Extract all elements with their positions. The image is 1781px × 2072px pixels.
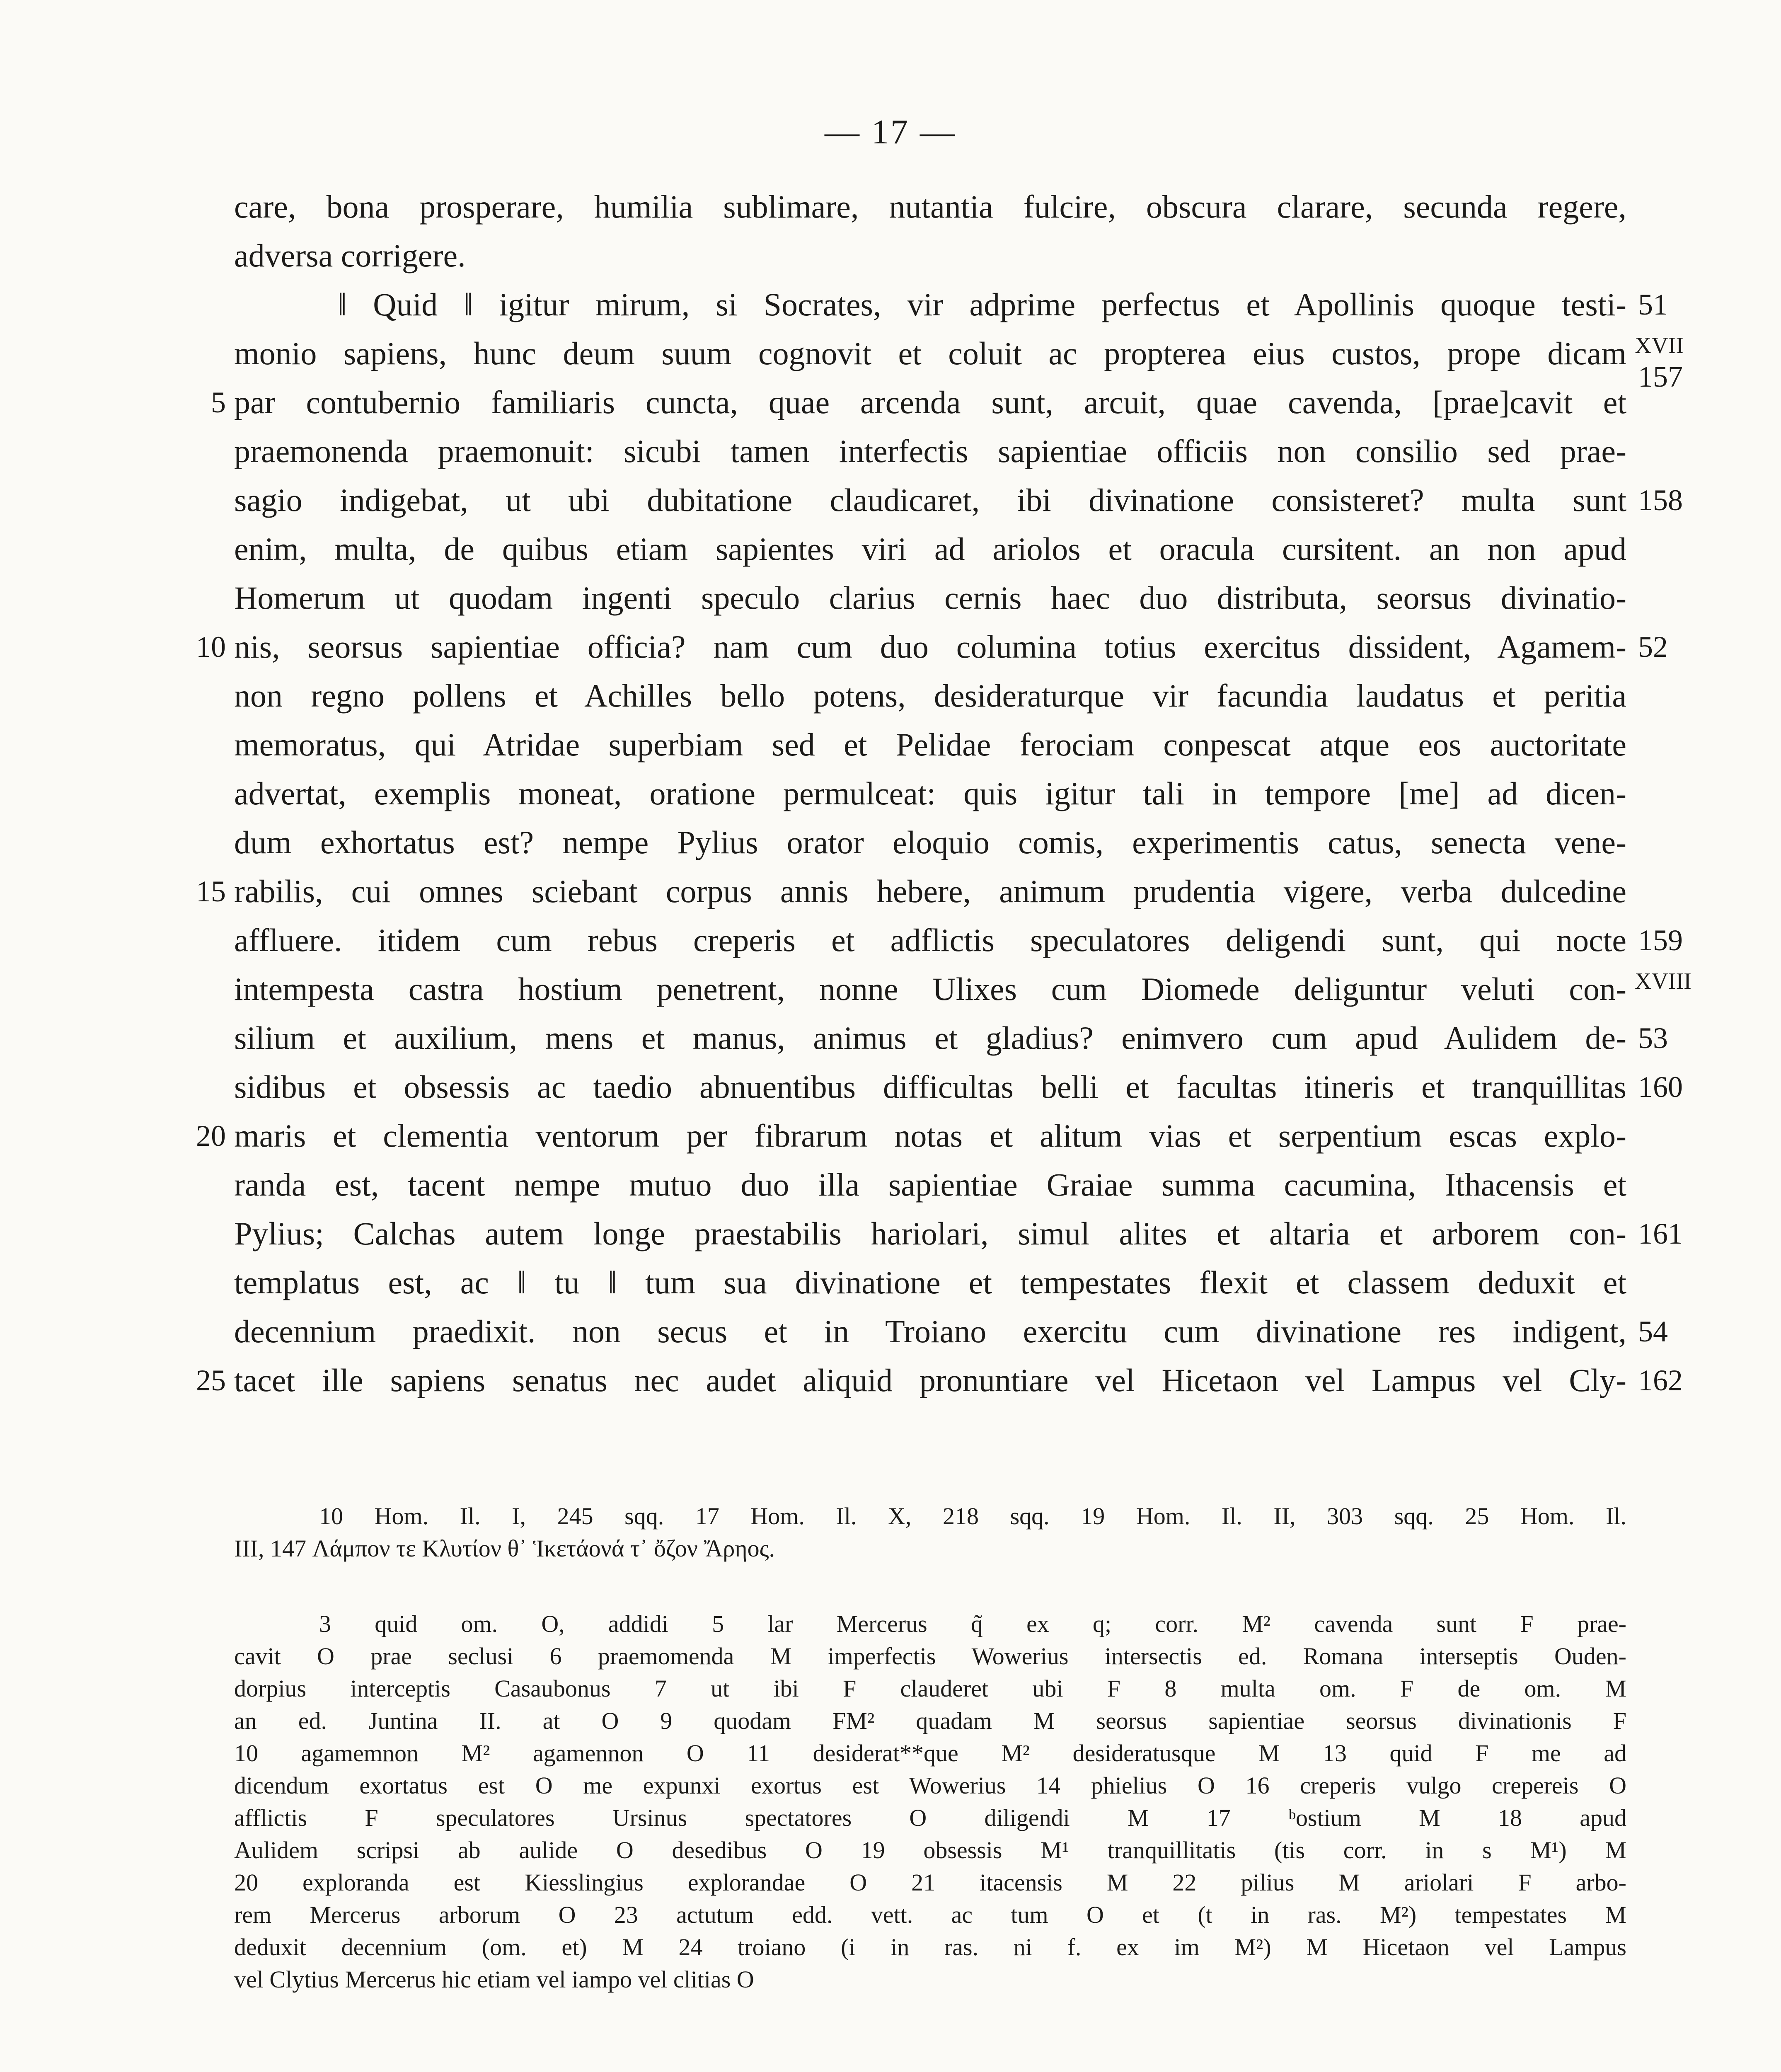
- margin-reference: 160: [1638, 1070, 1683, 1104]
- line-text: tacet ille sapiens senatus nec audet aliquid pronuntiare vel Hicetaon vel Lampus vel Cly-: [234, 1362, 1626, 1398]
- text-line: [234, 1063, 1683, 1111]
- note-line: rem Mercerus arborum O 23 actutum edd. vett. ac tum O et (t in ras. M²) tempestates M: [234, 1901, 1626, 1928]
- text-line: [211, 378, 1626, 427]
- note-line: deduxit decennium (om. et) M 24 troiano (i in ras. ni f. ex im M²) M Hicetaon vel Lampus: [234, 1934, 1626, 1961]
- margin-reference: 51: [1638, 288, 1668, 321]
- line-text: randa est, tacent nempe mutuo duo illa sapientiae Graiae summa cacumina, Ithacensis et: [234, 1167, 1626, 1203]
- text-line: [234, 525, 1626, 574]
- text-line: [234, 965, 1691, 1014]
- line-text: dum exhortatus est? nempe Pylius orator eloquio comis, experimentis catus, senecta vene-: [234, 824, 1626, 860]
- text-line: [234, 916, 1683, 965]
- margin-reference: 158: [1638, 484, 1683, 517]
- text-line: [196, 622, 1668, 671]
- line-text: care, bona prosperare, humilia sublimare, nutantia fulcire, obscura clarare, secunda regere,: [234, 189, 1626, 225]
- margin-reference: 53: [1638, 1021, 1668, 1055]
- text-line: [196, 1356, 1683, 1405]
- note-line: cavit O prae seclusi 6 praemomenda M imperfectis Wowerius intersectis ed. Romana interseptis Ouden-: [234, 1643, 1626, 1670]
- text-line: [234, 574, 1626, 622]
- line-text: Homerum ut quodam ingenti speculo clarius cernis haec duo distributa, seorsus divinatio-: [234, 580, 1626, 616]
- text-line: [234, 182, 1626, 231]
- line-text: memoratus, qui Atridae superbiam sed et Pelidae ferociam conpescat atque eos auctoritate: [234, 726, 1626, 762]
- line-text: sagio indigebat, ut ubi dubitatione claudicaret, ibi divinatione consisteret? multa sunt: [234, 482, 1626, 518]
- note-line: 20 exploranda est Kiesslingius explorandae O 21 itacensis M 22 pilius M ariolari F arbo-: [234, 1869, 1626, 1896]
- text-line: [196, 1111, 1626, 1160]
- note-line: 10 Hom. Il. I, 245 sqq. 17 Hom. Il. X, 218 sqq. 19 Hom. Il. II, 303 sqq. 25 Hom. Il.: [319, 1503, 1626, 1530]
- line-number: 5: [211, 386, 226, 419]
- note-line: Aulidem scripsi ab aulide O desedibus O 19 obsessis M¹ tranquillitatis (tis corr. in s M¹) M: [234, 1837, 1626, 1864]
- line-text: templatus est, ac ‖ tu ‖ tum sua divinatione et tempestates flexit et classem deduxit et: [234, 1264, 1626, 1300]
- note-line: 10 agamemnon M² agamennon O 11 desiderat**que M² desideratusque M 13 quid F me ad: [234, 1740, 1626, 1767]
- note-line: III, 147 Λάμπον τε Κλυτίον θ᾽ Ἱκετάονά τ᾽ ὄζον Ἄρηος.: [234, 1535, 775, 1562]
- note-line: 3 quid om. O, addidi 5 lar Mercerus q̃ ex q; corr. M² cavenda sunt F prae-: [319, 1610, 1626, 1637]
- note-line: an ed. Juntina II. at O 9 quodam FM² quadam M seorsus sapientiae seorsus divinationis F: [234, 1707, 1626, 1734]
- note-line: vel Clytius Mercerus hic etiam vel iampo vel clitias O: [234, 1966, 754, 1993]
- text-line: [234, 1209, 1683, 1258]
- testimonia-notes: [234, 1500, 1626, 1565]
- line-text: sidibus et obsessis ac taedio abnuentibus difficultas belli et facultas itineris et tranquillitas: [234, 1069, 1626, 1105]
- margin-reference: 54: [1638, 1315, 1668, 1348]
- note-line: dicendum exortatus est O me expunxi exortus est Wowerius 14 phielius O 16 creperis vulgo crepereis O: [234, 1772, 1626, 1799]
- line-text: non regno pollens et Achilles bello potens, desideraturque vir facundia laudatus et peritia: [234, 678, 1626, 714]
- line-text: ‖ Quid ‖ igitur mirum, si Socrates, vir adprime perfectus et Apollinis quoque testi-: [338, 286, 1626, 322]
- margin-reference: 159: [1638, 924, 1683, 957]
- line-text: advertat, exemplis moneat, oratione permulceat: quis igitur tali in tempore [me] ad dicen-: [234, 775, 1626, 811]
- text-line: [234, 769, 1626, 818]
- line-number: 15: [196, 875, 226, 908]
- text-line: [234, 671, 1626, 720]
- note-line: dorpius interceptis Casaubonus 7 ut ibi F clauderet ubi F 8 multa om. F de om. M: [234, 1675, 1626, 1702]
- text-line: [234, 1160, 1626, 1209]
- margin-reference: 161: [1638, 1217, 1683, 1250]
- line-text: intempesta castra hostium penetrent, nonne Ulixes cum Diomede deliguntur veluti con-: [234, 971, 1626, 1007]
- text-line: [234, 231, 1626, 280]
- text-line: [234, 720, 1626, 769]
- line-text: enim, multa, de quibus etiam sapientes viri ad ariolos et oracula cursitent. an non apud: [234, 531, 1626, 567]
- note-line: afflictis F speculatores Ursinus spectatores O diligendi M 17 ᵇostium M 18 apud: [234, 1804, 1626, 1831]
- line-text: par contubernio familiaris cuncta, quae arcenda sunt, arcuit, quae cavenda, [prae]cavit et: [234, 384, 1626, 420]
- margin-reference: XVII: [1635, 333, 1684, 358]
- line-text: maris et clementia ventorum per fibrarum notas et alitum vias et serpentium escas explo-: [234, 1118, 1626, 1154]
- line-text: adversa corrigere.: [234, 237, 466, 274]
- text-line: [196, 867, 1626, 916]
- text-line: [234, 818, 1626, 867]
- text-line: [234, 1014, 1668, 1063]
- line-text: silium et auxilium, mens et manus, animus et gladius? enimvero cum apud Aulidem de-: [234, 1020, 1626, 1056]
- main-text: [196, 182, 1691, 1405]
- text-line: [234, 280, 1668, 329]
- line-number: 25: [196, 1364, 226, 1397]
- line-number: 10: [196, 630, 226, 663]
- line-text: praemonenda praemonuit: sicubi tamen interfectis sapientiae officiis non consilio sed prae-: [234, 433, 1626, 469]
- margin-reference: 157: [1638, 360, 1683, 393]
- line-text: Pylius; Calchas autem longe praestabilis hariolari, simul alites et altaria et arborem con-: [234, 1215, 1626, 1251]
- text-line: [234, 1307, 1668, 1356]
- text-line: [234, 1258, 1626, 1307]
- margin-reference: 52: [1638, 630, 1668, 663]
- line-text: monio sapiens, hunc deum suum cognovit et coluit ac propterea eius custos, prope dicam: [234, 335, 1626, 371]
- margin-reference: 162: [1638, 1364, 1683, 1397]
- critical-apparatus: [234, 1608, 1626, 1996]
- text-line: [234, 329, 1684, 393]
- text-line: [234, 427, 1626, 476]
- line-text: decennium praedixit. non secus et in Troiano exercitu cum divinatione res indigent,: [234, 1313, 1626, 1349]
- line-text: nis, seorsus sapientiae officia? nam cum duo columina totius exercitus dissident, Agamem-: [234, 629, 1626, 665]
- margin-reference: XVIII: [1635, 968, 1691, 994]
- line-number: 20: [196, 1119, 226, 1152]
- page-number: — 17 —: [825, 113, 956, 151]
- text-line: [234, 476, 1683, 525]
- line-text: rabilis, cui omnes sciebant corpus annis hebere, animum prudentia vigere, verba dulcedine: [234, 873, 1626, 909]
- line-text: affluere. itidem cum rebus creperis et adflictis speculatores deligendi sunt, qui nocte: [234, 922, 1626, 958]
